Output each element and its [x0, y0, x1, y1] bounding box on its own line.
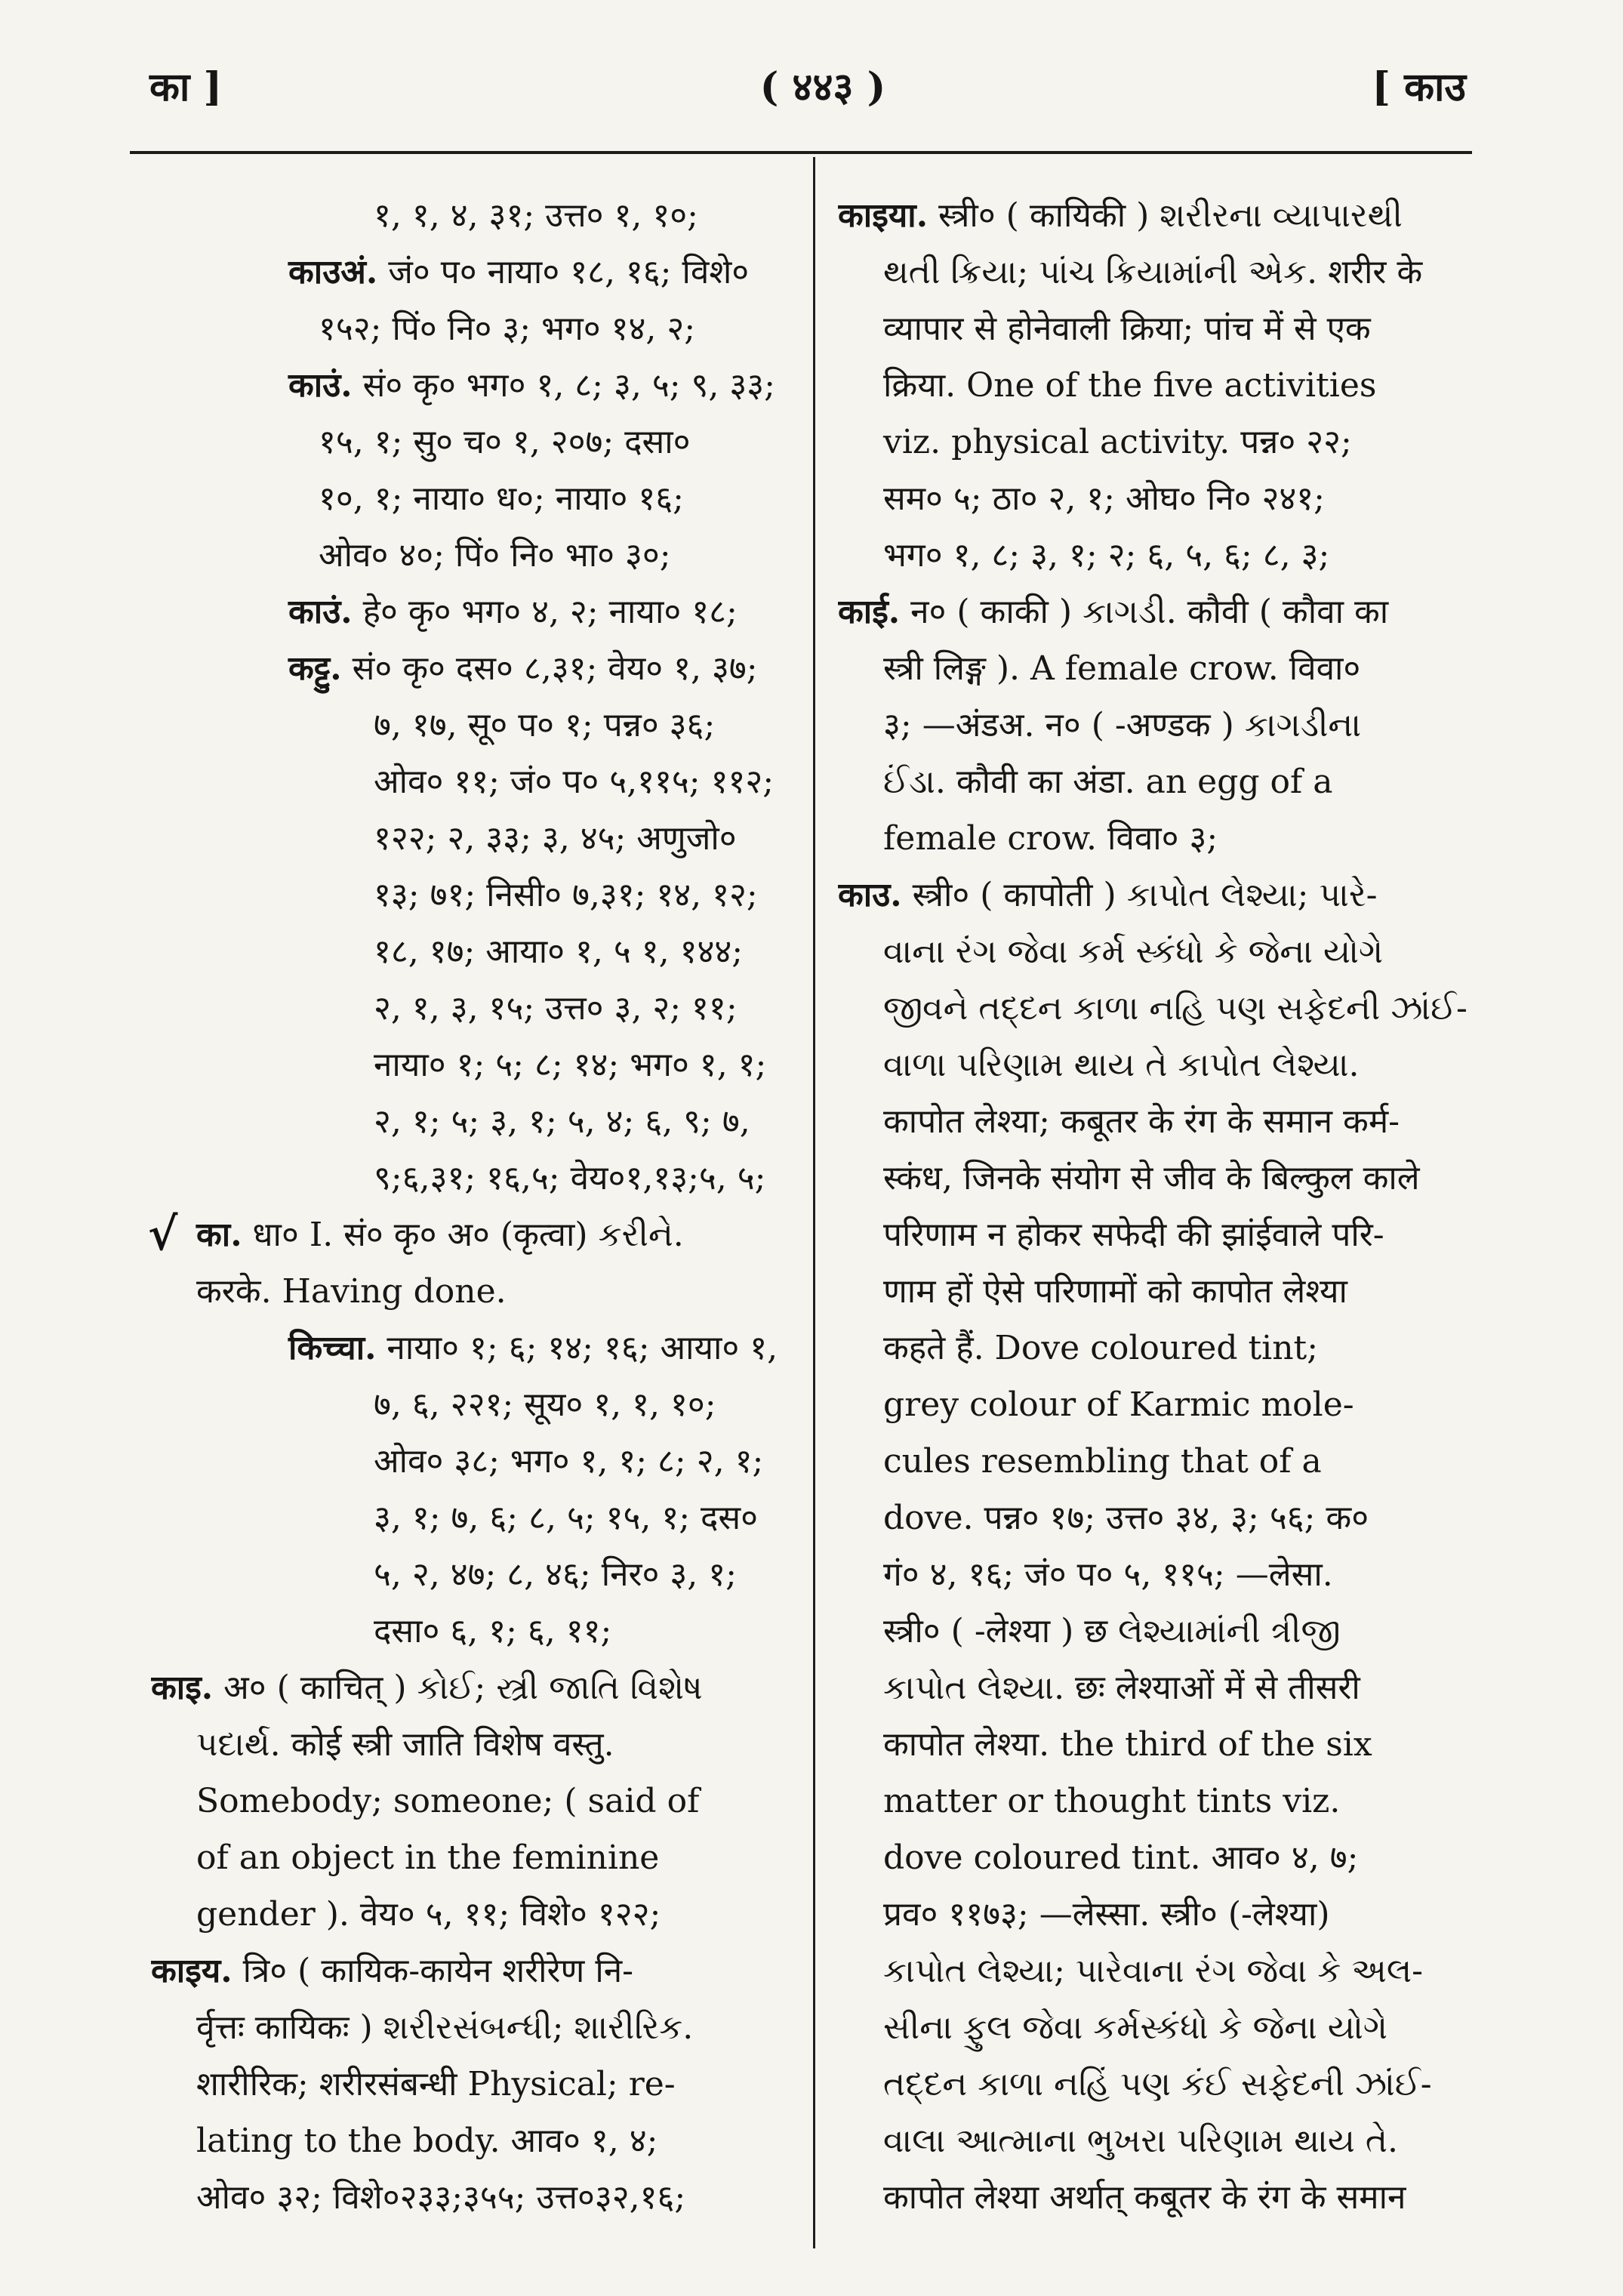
entry-text: ३; —अंडअ. न० ( -अण्डक ) કાગડીના: [883, 706, 1361, 744]
text-line: [838, 754, 1468, 810]
entry-text: ९;६,३१; १६,५; वेय०१,१३;५, ५;: [374, 1159, 766, 1197]
entry-text: २, १; ५; ३, १; ५, ४; ६, ९; ७,: [374, 1102, 750, 1141]
entry-text: Somebody; someone; ( said of: [196, 1782, 700, 1820]
entry-text: शारीरिक; शरीरसंबन्धी Physical; re-: [196, 2065, 676, 2103]
text-line: [838, 1829, 1468, 1886]
text-line: [838, 1886, 1468, 1943]
text-line: [838, 640, 1468, 697]
entry-text: ५, २, ४७; ८, ४६; निर० ३, १;: [374, 1555, 737, 1594]
entry-text: कापोत लेश्या; कबूतर के रंग के समान कर्म-: [883, 1102, 1400, 1141]
entry-text: viz. physical activity. पन्न० २२;: [883, 423, 1352, 461]
text-line: [838, 1490, 1468, 1546]
entry-text: १, १, ४, ३१; उत्त० १, १०;: [374, 196, 698, 235]
entry-text: नाया० १; ६; १४; १६; आया० १,: [376, 1329, 778, 1367]
entry-text: व्यापार से होनेवाली क्रिया; पांच में से एक: [883, 310, 1371, 348]
entry-text: १८, १७; आया० १, ५ १, १४४;: [374, 932, 744, 971]
text-line: [151, 810, 789, 867]
text-line: [151, 697, 789, 754]
entry-headword: किच्चा.: [288, 1329, 377, 1367]
entry-text: णाम हों ऐसे परिणामों को कापोत लेश्या: [883, 1272, 1347, 1311]
entry-headword: कट्टु.: [288, 649, 342, 688]
entry-text: વાળા પરિણામ થાય તે કાપોત લેશ્યા.: [883, 1046, 1360, 1084]
root-check-mark: √: [148, 1208, 178, 1261]
text-line: [151, 1829, 789, 1886]
text-line: [838, 1093, 1468, 1150]
text-line: [838, 300, 1468, 357]
entry-text: परिणाम न होकर सफेदी की झांईवाले परि-: [883, 1216, 1384, 1254]
entry-text: स्त्री० ( कापोती ) કાપોત લેશ્યા; પારે-: [901, 876, 1378, 914]
entry-text: ओव० ३२; विशे०२३३;३५५; उत्त०३२,१६;: [196, 2178, 686, 2217]
entry-text: ३, १; ७, ६; ८, ५; १५, १; दस०: [374, 1499, 759, 1537]
entry-text: lating to the body. आव० १, ४;: [196, 2122, 658, 2160]
entry-text: ओव० ११; जं० प० ५,११५; ११२;: [374, 763, 775, 801]
entry-text: gender ). वेय० ५, ११; विशे० १२२;: [196, 1895, 661, 1934]
text-line: [151, 1603, 789, 1660]
text-line: [838, 414, 1468, 470]
column-divider: [813, 157, 815, 2248]
text-line: [151, 527, 789, 584]
entry-text: કાપોત લેશ્યા. छः लेश्याओं में से तीसरी: [883, 1669, 1360, 1707]
text-line: [838, 1320, 1468, 1376]
text-line: [151, 300, 789, 357]
text-line: [151, 1207, 789, 1263]
text-line: [151, 470, 789, 527]
text-line: [838, 1773, 1468, 1829]
entry-text: १५, १; सु० च० १, २०७; दसा०: [319, 423, 691, 461]
entry-text: न० ( काकी ) કાગડી. कौवी ( कौवा का: [900, 593, 1389, 631]
text-line: [151, 1433, 789, 1490]
text-line: [151, 1716, 789, 1773]
entry-text: र्वृत्तः कायिकः ) શરીરસંબન્ધી; શારીરિક.: [196, 2008, 694, 2047]
text-line: [151, 244, 789, 300]
entry-text: नाया० १; ५; ८; १४; भग० १, १;: [374, 1046, 767, 1084]
header-rule: [130, 151, 1472, 154]
entry-text: ७, १७, सू० प० १; पन्न० ३६;: [374, 706, 716, 744]
text-line: [151, 1773, 789, 1829]
entry-text: भग० १, ८; ३, १; २; ६, ५, ६; ८, ३;: [883, 536, 1330, 575]
entry-text: १५२; पिं० नि० ३; भग० १४, २;: [319, 310, 696, 348]
text-line: [151, 923, 789, 980]
text-line: [151, 980, 789, 1037]
entry-text: हे० कृ० भग० ४, २; नाया० १८;: [352, 593, 738, 631]
text-line: [151, 1320, 789, 1376]
entry-text: વાલા આત્માના ભુખરા પરિણામ થાય તે.: [883, 2122, 1399, 2160]
text-line: [151, 1150, 789, 1207]
entry-text: ओव० ४०; पिं० नि० भा० ३०;: [319, 536, 671, 575]
text-line: [151, 187, 789, 244]
entry-text: વાના રંગ જેવા કર્મ સ્કંધો કે જેના યોગે: [883, 932, 1384, 971]
text-line: [838, 584, 1468, 640]
text-line: [838, 1660, 1468, 1716]
entry-text: dove. पन्न० १७; उत्त० ३४, ३; ५६; क०: [883, 1499, 1369, 1537]
text-line: [838, 867, 1468, 923]
left-column: [151, 187, 789, 2226]
text-line: [151, 1660, 789, 1716]
page-number: ( ४४३ ): [759, 64, 886, 110]
header-right-guide-word: [ काउ: [1372, 64, 1466, 110]
entry-text: सम० ५; ठा० २, १; ओघ० नि० २४१;: [883, 479, 1326, 518]
text-line: [151, 1999, 789, 2056]
text-line: [151, 2113, 789, 2169]
text-line: [838, 470, 1468, 527]
text-line: [838, 527, 1468, 584]
entry-headword: काइ.: [151, 1669, 214, 1707]
entry-headword: काइया.: [838, 196, 929, 235]
text-line: [151, 754, 789, 810]
entry-headword: काइय.: [151, 1952, 233, 1990]
text-line: [151, 2056, 789, 2113]
entry-headword: काउअं.: [288, 253, 378, 291]
text-line: [838, 1603, 1468, 1660]
entry-text: धा० I. सं० कृ० अ० (कृत्वा) કરીને.: [242, 1216, 684, 1254]
entry-text: दसा० ६, १; ६, ११;: [374, 1612, 612, 1650]
text-line: [151, 2169, 789, 2226]
entry-text: करके. Having done.: [196, 1272, 507, 1311]
text-line: [838, 1037, 1468, 1093]
entry-text: १३; ७१; निसी० ७,३१; १४, १२;: [374, 876, 758, 914]
entry-text: તદ્દન કાળા નહિં પણ કંઈ સફેદની ઝાંઈ-: [883, 2065, 1432, 2103]
entry-text: ओव० ३८; भग० १, १; ८; २, १;: [374, 1442, 764, 1481]
text-line: [838, 244, 1468, 300]
text-line: [151, 1037, 789, 1093]
entry-headword: काउं.: [288, 593, 353, 631]
text-line: [151, 414, 789, 470]
entry-text: सं० कृ० दस० ८,३१; वेय० १, ३७;: [341, 649, 758, 688]
text-line: [838, 1376, 1468, 1433]
entry-text: कापोत लेश्या अर्थात् कबूतर के रंग के समान: [883, 2178, 1406, 2217]
text-line: [838, 2056, 1468, 2113]
text-line: [838, 1433, 1468, 1490]
text-line: [151, 640, 789, 697]
text-line: [151, 1263, 789, 1320]
entry-text: क्रिया. One of the five activities: [883, 366, 1377, 405]
text-line: [838, 1943, 1468, 1999]
entry-text: १०, १; नाया० ध०; नाया० १६;: [319, 479, 684, 518]
text-line: [838, 2169, 1468, 2226]
entry-text: થતી ક્રિયા; પાંચ ક્રિયામાંની એક. शरीर के: [883, 253, 1423, 291]
entry-text: २, १, ३, १५; उत्त० ३, २; ११;: [374, 989, 738, 1028]
entry-text: प्रव० ११७३; —लेस्सा. स्त्री० (-लेश्या): [883, 1895, 1330, 1934]
text-line: [151, 1546, 789, 1603]
entry-text: પદાર્થ. कोई स्त्री जाति विशेष वस्तु.: [196, 1725, 614, 1764]
right-column: [838, 187, 1468, 2226]
text-line: [838, 2113, 1468, 2169]
text-line: [151, 1886, 789, 1943]
entry-text: સીના ફુલ જેવા કર્મસ્કંધો કે જેના યોગે: [883, 2008, 1387, 2047]
text-line: [838, 810, 1468, 867]
entry-text: ७, ६, २२१; सूय० १, १, १०;: [374, 1385, 716, 1424]
entry-text: त्रि० ( कायिक-कायेन शरीरेण नि-: [232, 1952, 633, 1990]
text-line: [838, 1546, 1468, 1603]
entry-text: dove coloured tint. आव० ४, ७;: [883, 1838, 1359, 1877]
entry-headword: काई.: [838, 593, 901, 631]
text-line: [151, 1943, 789, 1999]
entry-text: सं० कृ० भग० १, ८; ३, ५; ९, ३३;: [352, 366, 775, 405]
header-left-guide-word: का ]: [149, 64, 223, 110]
text-line: [151, 1490, 789, 1546]
text-line: [838, 187, 1468, 244]
text-line: [838, 1716, 1468, 1773]
entry-text: જીવને તદ્દન કાળા નહિ પણ સફેદની ઝાંઈ-: [883, 989, 1467, 1028]
text-line: [838, 1207, 1468, 1263]
text-line: [838, 923, 1468, 980]
entry-text: कहते हैं. Dove coloured tint;: [883, 1329, 1319, 1367]
text-line: [151, 867, 789, 923]
entry-text: female crow. विवा० ३;: [883, 819, 1218, 858]
text-line: [151, 1093, 789, 1150]
entry-text: स्कंध, जिनके संयोग से जीव के बिल्कुल काले: [883, 1159, 1420, 1197]
text-line: [151, 584, 789, 640]
entry-text: जं० प० नाया० १८, १६; विशे०: [377, 253, 750, 291]
entry-text: matter or thought tints viz.: [883, 1782, 1341, 1820]
entry-text: गं० ४, १६; जं० प० ५, ११५; —लेसा.: [883, 1555, 1333, 1594]
entry-text: स्त्री० ( कायिकी ) શરીરના વ્યાપારથી: [928, 196, 1403, 235]
entry-text: ઈંડા. कौवी का अंडा. an egg of a: [883, 763, 1333, 801]
entry-text: grey colour of Karmic mole-: [883, 1385, 1354, 1424]
entry-text: cules resembling that of a: [883, 1442, 1322, 1481]
text-line: [838, 1150, 1468, 1207]
entry-text: स्त्री लिङ्ग ). A female crow. विवा०: [883, 649, 1361, 688]
entry-headword: काउं.: [288, 366, 353, 405]
entry-headword: का.: [196, 1216, 242, 1254]
text-line: [838, 357, 1468, 414]
entry-text: १२२; २, ३३; ३, ४५; अणुजो०: [374, 819, 737, 858]
text-line: [838, 980, 1468, 1037]
entry-text: of an object in the feminine: [196, 1838, 660, 1877]
text-line: [838, 1263, 1468, 1320]
entry-text: स्त्री० ( -लेश्या ) छ લેશ્યામાંની ત્રીજી: [883, 1612, 1341, 1650]
text-line: [838, 1999, 1468, 2056]
entry-text: अ० ( काचित् ) કોઈ; સ્ત્રી જાતિ વિશેષ: [213, 1669, 703, 1707]
text-line: [838, 697, 1468, 754]
entry-text: કાપોત લેશ્યા; પારેવાના રંગ જેવા કે અલ-: [883, 1952, 1423, 1990]
entry-headword: काउ.: [838, 876, 902, 914]
text-line: [151, 357, 789, 414]
entry-text: कापोत लेश्या. the third of the six: [883, 1725, 1372, 1764]
text-line: [151, 1376, 789, 1433]
